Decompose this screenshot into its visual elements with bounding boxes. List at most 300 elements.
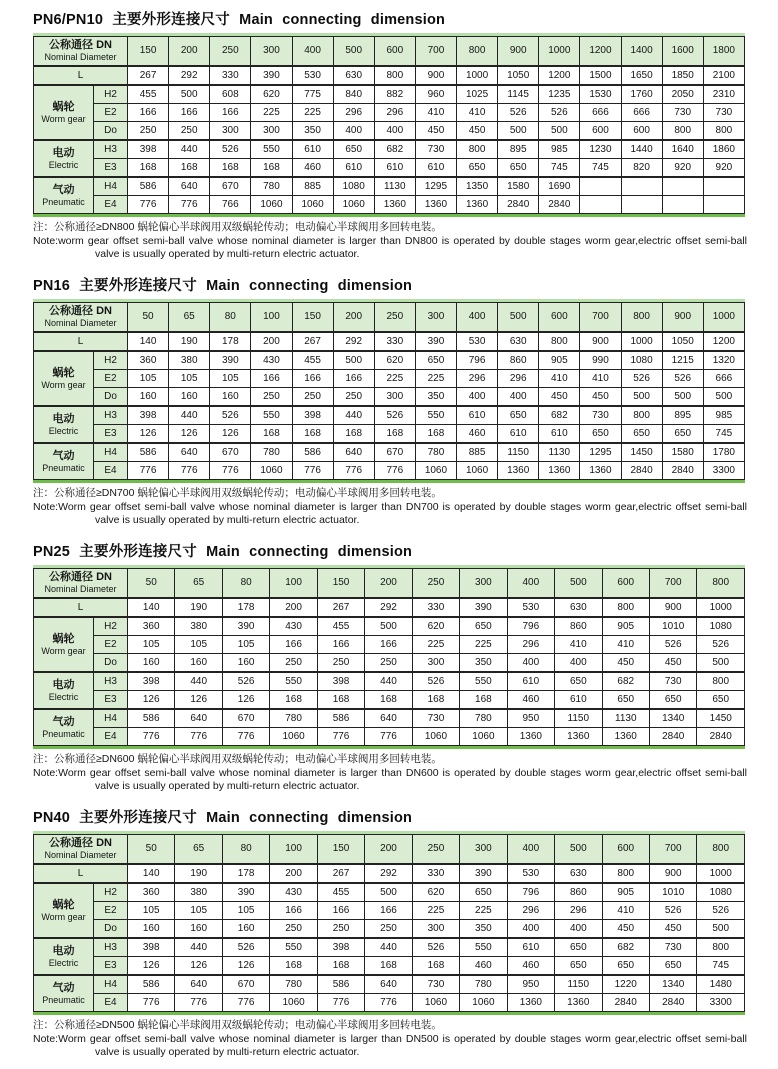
dimension-value-cell: 390: [222, 883, 269, 902]
dimension-table-pn25: [33, 565, 745, 749]
dimension-value-cell: 650: [415, 351, 456, 370]
dimension-value-cell: 666: [703, 370, 744, 388]
dimension-value-cell: 800: [602, 598, 649, 617]
dimension-value-cell: 296: [374, 104, 415, 122]
dimension-value-cell: 776: [169, 462, 210, 480]
dimension-value-cell: 1050: [662, 332, 703, 351]
dimension-value-cell: 3300: [703, 462, 744, 480]
dimension-value-cell: 126: [175, 691, 222, 710]
dimension-value-cell: 610: [498, 425, 539, 444]
dimension-value-cell: 292: [365, 598, 412, 617]
dimension-value-cell: 140: [128, 598, 175, 617]
dimension-value-cell: 650: [621, 425, 662, 444]
dimension-value-cell: 350: [292, 122, 333, 141]
dimension-value-cell: 920: [662, 159, 703, 178]
dn-value-cell: 50: [128, 569, 175, 599]
dimension-value-cell: 586: [317, 975, 364, 994]
dimension-value-cell: 1295: [580, 443, 621, 462]
dimension-value-cell: 1060: [292, 196, 333, 214]
dimension-value-cell: 2840: [697, 728, 745, 746]
dimension-value-cell: 225: [460, 636, 507, 654]
dimension-value-cell: 1010: [649, 617, 696, 636]
dimension-value-cell: 2840: [662, 462, 703, 480]
dimension-value-cell: 630: [333, 66, 374, 85]
dimension-value-cell: 398: [317, 672, 364, 691]
length-row: [34, 864, 745, 883]
dimension-value-cell: 650: [555, 957, 602, 976]
note-chinese: 注：公称通径≥DN700 蜗轮偏心半球阀用双级蜗轮传动；电动偏心半球阀用多回转电装。: [33, 487, 442, 499]
dimension-value-cell: 398: [128, 938, 175, 957]
row-group-label-electric: [34, 140, 94, 177]
dimension-value-cell: 1350: [457, 177, 498, 196]
dimension-value-cell: 526: [222, 672, 269, 691]
dn-header-label: [34, 569, 128, 599]
dimension-value-cell: 608: [210, 85, 251, 104]
note-english: Note:worm gear offset semi-ball valve whose nominal diameter is larger than DN800 is operated by double stages worm gear,electric offset semi-ball valve is usually operated by multi-return electric actuator.: [33, 235, 747, 260]
table-row-h4: [34, 709, 745, 728]
dn-value-cell: 100: [251, 303, 292, 333]
dimension-value-cell: 126: [222, 957, 269, 976]
row-group-label-electric: [34, 406, 94, 443]
row-label-l: L: [34, 864, 128, 883]
dimension-value-cell: 400: [555, 920, 602, 939]
dimension-value-cell: 168: [251, 159, 292, 178]
dimension-value-cell: 105: [175, 636, 222, 654]
table-row-h4: [34, 443, 745, 462]
label-zh: 气动: [52, 449, 75, 462]
dimension-value-cell: 168: [270, 957, 317, 976]
dimension-value-cell: 1050: [498, 66, 539, 85]
dimension-value-cell: 1150: [555, 709, 602, 728]
row-group-label-worm-gear: [34, 883, 94, 938]
dimension-value-cell: 1360: [415, 196, 456, 214]
length-row: [34, 598, 745, 617]
dimension-value-cell: 160: [222, 654, 269, 673]
dimension-value-cell: 1450: [621, 443, 662, 462]
label-en: Worm gear: [41, 113, 86, 124]
table-title-pn16: PN16 主要外形连接尺寸 Main connecting dimension: [33, 278, 413, 294]
dimension-value-cell: 1025: [457, 85, 498, 104]
dimension-value-cell: 745: [580, 159, 621, 178]
dimension-value-cell: 330: [374, 332, 415, 351]
dimension-value-cell: 900: [580, 332, 621, 351]
dimension-value-cell: 410: [602, 902, 649, 920]
dimension-value-cell: 400: [457, 388, 498, 407]
dimension-value-cell: 300: [412, 654, 459, 673]
dimension-value-cell: 160: [169, 388, 210, 407]
table-row-e4: [34, 994, 745, 1012]
dimension-value-cell: 160: [222, 920, 269, 939]
table-row-h3: [34, 140, 745, 159]
sub-label-e3: E3: [94, 425, 128, 444]
dimension-value-cell: 350: [415, 388, 456, 407]
dimension-value-cell: 500: [621, 388, 662, 407]
dimension-value-cell: 526: [697, 636, 745, 654]
dimension-value-cell: 2050: [662, 85, 703, 104]
table-title-pn25: PN25 主要外形连接尺寸 Main connecting dimension: [33, 544, 413, 560]
dimension-value-cell: 166: [317, 636, 364, 654]
section-pn40: [33, 806, 747, 1059]
dimension-value-cell: 776: [128, 728, 175, 746]
dimension-value-cell: 885: [292, 177, 333, 196]
dimension-value-cell: 610: [507, 672, 554, 691]
table-row-h2: [34, 351, 745, 370]
dimension-value-cell: 776: [222, 728, 269, 746]
dimension-value-cell: 600: [621, 122, 662, 141]
dimension-value-cell: 500: [697, 654, 745, 673]
dimension-value-cell: [662, 196, 703, 214]
dimension-value-cell: 460: [457, 425, 498, 444]
dimension-value-cell: 1360: [507, 728, 554, 746]
dimension-value-cell: 682: [374, 140, 415, 159]
dimension-value-cell: 166: [317, 902, 364, 920]
dimension-value-cell: [703, 196, 744, 214]
dimension-value-cell: 166: [292, 370, 333, 388]
dimension-value-cell: 166: [365, 636, 412, 654]
dimension-value-cell: 1010: [649, 883, 696, 902]
dimension-value-cell: 410: [415, 104, 456, 122]
dimension-value-cell: 900: [415, 66, 456, 85]
dimension-value-cell: 390: [210, 351, 251, 370]
dimension-value-cell: 1130: [602, 709, 649, 728]
dimension-value-cell: 292: [333, 332, 374, 351]
table-row-e2: [34, 902, 745, 920]
dimension-value-cell: 440: [175, 672, 222, 691]
dimension-value-cell: 3300: [697, 994, 745, 1012]
label-zh: 气动: [52, 981, 75, 994]
dimension-value-cell: 1690: [539, 177, 580, 196]
dimension-value-cell: 650: [602, 957, 649, 976]
dimension-value-cell: 796: [457, 351, 498, 370]
dimension-value-cell: 168: [292, 425, 333, 444]
dimension-value-cell: 985: [539, 140, 580, 159]
label-en: Electric: [48, 957, 79, 968]
label-en: Electric: [48, 159, 79, 170]
dimension-value-cell: 166: [128, 104, 169, 122]
dimension-value-cell: 900: [649, 598, 696, 617]
dn-value-cell: 100: [270, 835, 317, 865]
dn-value-cell: 150: [292, 303, 333, 333]
sub-label-do: Do: [94, 122, 128, 141]
label-zh: 蜗轮: [52, 366, 75, 379]
dimension-value-cell: 776: [374, 462, 415, 480]
dimension-value-cell: 745: [703, 425, 744, 444]
dn-header-row: [34, 835, 745, 865]
dimension-value-cell: 776: [317, 728, 364, 746]
dimension-value-cell: 1650: [621, 66, 662, 85]
dimension-value-cell: 1215: [662, 351, 703, 370]
dimension-value-cell: 450: [602, 920, 649, 939]
dimension-value-cell: 650: [649, 957, 696, 976]
dimension-value-cell: 250: [333, 388, 374, 407]
label-en: Worm gear: [41, 911, 86, 922]
dimension-value-cell: 820: [621, 159, 662, 178]
sub-label-h4: H4: [94, 177, 128, 196]
dimension-value-cell: 455: [128, 85, 169, 104]
dimension-value-cell: 450: [415, 122, 456, 141]
dimension-value-cell: 190: [169, 332, 210, 351]
dimension-value-cell: 225: [460, 902, 507, 920]
sub-label-h3: H3: [94, 140, 128, 159]
length-row: [34, 332, 745, 351]
dimension-value-cell: 300: [210, 122, 251, 141]
dimension-value-cell: 450: [539, 388, 580, 407]
dimension-value-cell: 800: [457, 140, 498, 159]
dimension-value-cell: 166: [210, 104, 251, 122]
dimension-value-cell: 650: [460, 617, 507, 636]
dimension-value-cell: 450: [457, 122, 498, 141]
dimension-value-cell: 455: [317, 617, 364, 636]
dimension-value-cell: 766: [210, 196, 251, 214]
dimension-value-cell: 950: [507, 975, 554, 994]
sub-label-h2: H2: [94, 351, 128, 370]
dimension-value-cell: 500: [498, 122, 539, 141]
dn-value-cell: 300: [415, 303, 456, 333]
dimension-value-cell: 168: [251, 425, 292, 444]
dn-header-row: [34, 37, 745, 67]
dimension-value-cell: 682: [539, 406, 580, 425]
dn-value-cell: 600: [602, 835, 649, 865]
dimension-value-cell: 650: [649, 691, 696, 710]
dimension-value-cell: 105: [210, 370, 251, 388]
dn-value-cell: 1600: [662, 37, 703, 67]
dimension-value-cell: 550: [251, 406, 292, 425]
dn-value-cell: 150: [317, 835, 364, 865]
table-row-h2: [34, 85, 745, 104]
dimension-value-cell: 650: [602, 691, 649, 710]
table-row-e4: [34, 462, 745, 480]
sub-label-h4: H4: [94, 443, 128, 462]
dn-value-cell: 700: [415, 37, 456, 67]
dimension-value-cell: 168: [317, 691, 364, 710]
row-group-label-pneumatic: [34, 443, 94, 480]
note-chinese: 注：公称通径≥DN500 蜗轮偏心半球阀用双级蜗轮传动；电动偏心半球阀用多回转电装。: [33, 1019, 442, 1031]
dimension-value-cell: [621, 177, 662, 196]
dimension-value-cell: 168: [374, 425, 415, 444]
dimension-value-cell: 620: [412, 883, 459, 902]
dimension-value-cell: 105: [128, 636, 175, 654]
note-english: Note:Worm gear offset semi-ball valve whose nominal diameter is larger than DN500 is operated by double stages worm gear,electric offset semi-ball valve is usually operated by multi-return electric actuator.: [33, 1033, 747, 1058]
dimension-value-cell: 398: [317, 938, 364, 957]
dimension-value-cell: 630: [555, 598, 602, 617]
dimension-value-cell: 1150: [555, 975, 602, 994]
dimension-value-cell: 440: [333, 406, 374, 425]
dimension-value-cell: 1360: [498, 462, 539, 480]
dn-value-cell: 900: [662, 303, 703, 333]
dn-value-cell: 500: [498, 303, 539, 333]
dimension-value-cell: 526: [412, 938, 459, 957]
dimension-value-cell: 776: [128, 196, 169, 214]
dimension-value-cell: 292: [169, 66, 210, 85]
dimension-value-cell: 780: [270, 975, 317, 994]
row-label-l: L: [34, 332, 128, 351]
dn-value-cell: 500: [555, 569, 602, 599]
dimension-value-cell: 985: [703, 406, 744, 425]
dimension-value-cell: 900: [649, 864, 696, 883]
dimension-value-cell: 225: [374, 370, 415, 388]
dimension-value-cell: 1340: [649, 975, 696, 994]
dimension-value-cell: 350: [460, 920, 507, 939]
sub-label-e2: E2: [94, 104, 128, 122]
dn-value-cell: 500: [333, 37, 374, 67]
dimension-value-cell: 400: [374, 122, 415, 141]
dimension-value-cell: 360: [128, 617, 175, 636]
dimension-value-cell: 905: [539, 351, 580, 370]
dimension-value-cell: 166: [270, 636, 317, 654]
dimension-value-cell: 776: [292, 462, 333, 480]
table-row-e2: [34, 636, 745, 654]
dimension-value-cell: 225: [415, 370, 456, 388]
dimension-value-cell: 500: [703, 388, 744, 407]
dimension-value-cell: 860: [555, 617, 602, 636]
dimension-value-cell: 105: [128, 370, 169, 388]
dimension-value-cell: 730: [415, 140, 456, 159]
dimension-value-cell: 882: [374, 85, 415, 104]
sub-label-e2: E2: [94, 902, 128, 920]
dimension-value-cell: 1145: [498, 85, 539, 104]
dimension-value-cell: 905: [602, 883, 649, 902]
row-label-l: L: [34, 598, 128, 617]
dimension-value-cell: 1060: [412, 728, 459, 746]
dimension-value-cell: 250: [317, 920, 364, 939]
dimension-value-cell: 400: [507, 654, 554, 673]
label-en: Nominal Diameter: [44, 52, 117, 62]
dimension-value-cell: 670: [210, 177, 251, 196]
dimension-value-cell: 1320: [703, 351, 744, 370]
dimension-value-cell: 730: [703, 104, 744, 122]
dimension-value-cell: [621, 196, 662, 214]
dimension-value-cell: 105: [128, 902, 175, 920]
sub-label-h3: H3: [94, 672, 128, 691]
dimension-value-cell: 168: [210, 159, 251, 178]
dimension-value-cell: 730: [412, 975, 459, 994]
dimension-value-cell: 960: [415, 85, 456, 104]
dimension-value-cell: 885: [457, 443, 498, 462]
dimension-value-cell: 105: [222, 902, 269, 920]
dn-value-cell: 300: [460, 835, 507, 865]
label-zh: 气动: [52, 183, 75, 196]
sub-label-e2: E2: [94, 370, 128, 388]
dimension-value-cell: 776: [175, 994, 222, 1012]
dimension-value-cell: 166: [333, 370, 374, 388]
dimension-value-cell: 1060: [251, 196, 292, 214]
dimension-value-cell: 1220: [602, 975, 649, 994]
dimension-value-cell: 400: [555, 654, 602, 673]
dimension-value-cell: 126: [128, 957, 175, 976]
dimension-value-cell: 2840: [602, 994, 649, 1012]
dimension-value-cell: 1080: [621, 351, 662, 370]
label-en: Pneumatic: [42, 994, 85, 1005]
dimension-value-cell: 440: [169, 140, 210, 159]
dimension-value-cell: 800: [662, 122, 703, 141]
dimension-value-cell: 2840: [539, 196, 580, 214]
dimension-value-cell: 776: [169, 196, 210, 214]
dimension-value-cell: 800: [703, 122, 744, 141]
dimension-value-cell: 450: [602, 654, 649, 673]
dn-value-cell: 250: [210, 37, 251, 67]
dimension-value-cell: 1640: [662, 140, 703, 159]
dn-header-label: [34, 303, 128, 333]
dimension-value-cell: 390: [460, 598, 507, 617]
dimension-value-cell: 905: [602, 617, 649, 636]
dimension-value-cell: 400: [507, 920, 554, 939]
dimension-value-cell: 168: [169, 159, 210, 178]
dimension-value-cell: 526: [374, 406, 415, 425]
dimension-value-cell: 526: [649, 636, 696, 654]
label-zh: 公称通径 DN: [49, 305, 112, 317]
dimension-value-cell: 410: [580, 370, 621, 388]
table-row-do: [34, 920, 745, 939]
dimension-value-cell: 600: [580, 122, 621, 141]
dimension-value-cell: [580, 196, 621, 214]
dimension-value-cell: 1360: [457, 196, 498, 214]
label-en: Nominal Diameter: [44, 584, 117, 594]
dimension-value-cell: 126: [169, 425, 210, 444]
sub-label-h4: H4: [94, 709, 128, 728]
sub-label-e4: E4: [94, 728, 128, 746]
dimension-value-cell: 745: [539, 159, 580, 178]
dimension-value-cell: 410: [457, 104, 498, 122]
dimension-value-cell: 1080: [697, 883, 745, 902]
dn-value-cell: 200: [169, 37, 210, 67]
sub-label-h2: H2: [94, 883, 128, 902]
dimension-value-cell: 776: [222, 994, 269, 1012]
dimension-value-cell: 390: [460, 864, 507, 883]
dimension-value-cell: 780: [251, 443, 292, 462]
dimension-value-cell: 1360: [507, 994, 554, 1012]
dimension-value-cell: 330: [412, 598, 459, 617]
dimension-value-cell: 250: [292, 388, 333, 407]
dimension-value-cell: 550: [251, 140, 292, 159]
sub-label-e4: E4: [94, 196, 128, 214]
row-group-label-pneumatic: [34, 177, 94, 214]
length-row: [34, 66, 745, 85]
dimension-value-cell: 250: [270, 654, 317, 673]
dn-value-cell: 150: [128, 37, 169, 67]
dimension-value-cell: 895: [662, 406, 703, 425]
dimension-value-cell: 360: [128, 883, 175, 902]
note-chinese: 注：公称通径≥DN800 蜗轮偏心半球阀用双级蜗轮传动；电动偏心半球阀用多回转电装。: [33, 221, 442, 233]
dn-value-cell: 800: [621, 303, 662, 333]
dimension-value-cell: 250: [365, 654, 412, 673]
dimension-value-cell: 650: [662, 425, 703, 444]
dimension-value-cell: 1860: [703, 140, 744, 159]
dimension-value-cell: 1500: [580, 66, 621, 85]
dimension-value-cell: 780: [460, 975, 507, 994]
dimension-value-cell: 610: [415, 159, 456, 178]
label-zh: 公称通径 DN: [49, 837, 112, 849]
dimension-value-cell: 190: [175, 598, 222, 617]
dimension-value-cell: 860: [555, 883, 602, 902]
dimension-value-cell: 140: [128, 864, 175, 883]
dimension-value-cell: 682: [602, 672, 649, 691]
dimension-value-cell: 650: [580, 425, 621, 444]
dimension-value-cell: 670: [222, 709, 269, 728]
section-pn16: [33, 274, 747, 527]
dimension-value-cell: 780: [460, 709, 507, 728]
dimension-value-cell: 2840: [498, 196, 539, 214]
dimension-table-pn40: [33, 831, 745, 1015]
note-english: Note:Worm gear offset semi-ball valve whose nominal diameter is larger than DN600 is operated by double stages worm gear,electric offset semi-ball valve is usually operated by multi-return electric actuator.: [33, 767, 747, 792]
dimension-value-cell: 400: [333, 122, 374, 141]
dimension-value-cell: 200: [251, 332, 292, 351]
dimension-value-cell: 1080: [333, 177, 374, 196]
sub-label-do: Do: [94, 920, 128, 939]
dimension-value-cell: 610: [507, 938, 554, 957]
sub-label-h3: H3: [94, 406, 128, 425]
dimension-value-cell: 500: [169, 85, 210, 104]
dimension-value-cell: 650: [457, 159, 498, 178]
